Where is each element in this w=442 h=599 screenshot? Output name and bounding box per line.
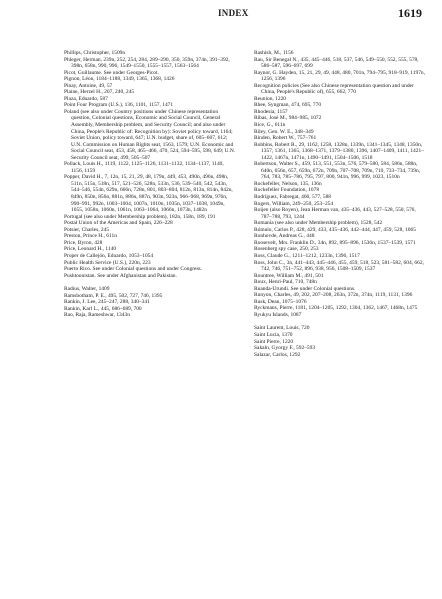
index-entry: Rashish, M., 1156 (254, 50, 294, 56)
running-head (58, 6, 422, 22)
index-entry: Ronhovde, Andreas G., 448 (254, 233, 315, 240)
index-entry: Picot, Guillaume. See under Georges-Picot. (64, 69, 159, 76)
index-entry: Rice, G., 611n (254, 122, 286, 129)
index-entry: Saint Pierre, 1220 (254, 338, 294, 345)
index-entry: Preston, Prince H., 611n (64, 233, 117, 240)
index-column-left (64, 50, 236, 358)
index-entry: Potsier, Charles, 245 (64, 226, 110, 233)
index-entry: Radius, Walter, 1409 (64, 286, 110, 293)
index-entry: Saint Laurent, Louis, 720 (254, 325, 310, 332)
index-entry: Price, Byron, 428 (64, 239, 103, 246)
index-entry: Rao, Raja, Rameshwar, 1343n (64, 312, 130, 319)
index-entry: Rogers, William, 249–250, 253–254 (254, 200, 334, 207)
index-entry: Point Four Program (U.S.), 136, 1101, 1157, 1471 (64, 102, 174, 109)
index-entry: Rankin, Karl L., 445, 686–689, 700 (64, 305, 142, 312)
index-entry: Rodríguez, Fabregat, 466, 577, 588 (254, 194, 332, 201)
index-entry: Roux, Henri-Paul, 710, 748n (254, 279, 317, 286)
index-entry: Plaine, Herzel H., 207, 240, 245 (64, 89, 135, 96)
index-entry: Rockefeller Foundation, 1078 (254, 187, 320, 194)
index-entry: Rosenberg spy case, 250, 253 (254, 246, 319, 253)
index-entry: Ryckmans, Pierre, 1181, 1204–1205, 1292, 1304, 1362, 1467, 1468n, 1475 (254, 305, 418, 312)
index-entry: Rhodesia, 1157 (254, 108, 288, 115)
index-entry: Sakaln, Gyorgy F., 592–593 (254, 345, 316, 352)
index-entry: Pinay, Antoine, 49, 57 (64, 82, 113, 89)
index-entry: Pignon, Léon, 1184–1188, 1349, 1365, 1368, 1426 (64, 76, 175, 83)
index-entry: Rau, Sir Benegal N., 435, 445–446, 518, 537, 546, 549–550, 552, 555, 578, 586–587, 596–697, 699 (254, 56, 419, 70)
index-column-right (254, 50, 426, 358)
index-entry: Rountree, William M., 491, 501 (254, 272, 324, 279)
index-entry: Riley, Gen. W. E., 348–349 (254, 128, 314, 135)
index-entry: Public Health Service (U.S.), 220n, 223 (64, 259, 151, 266)
index-entry: Ribas, José M., 984–985, 1072 (254, 115, 322, 122)
index-entry: Proper de Callejón, Eduardo, 1053–1054 (64, 252, 154, 259)
index-entry: Price, Leonard H., 1140 (64, 246, 117, 253)
index-entry: Poland (see also under Country positions under Chinese representation question, Colonial questions, Economic and Social Council, General Assembly, Membership problem, and Security Council; and also under China, People's Republic of: Recognition by): Soviet policy toward, 1164; Soviet Union, policy toward, 647; U.N. budget, share of, 605–607, 612; U.N. Commission on Human Rights seat, 1563, 1579; U.N. Economic and Social Council seat, 453, 458, 465–466, 470, 524, 594–595, 598, 649; U.N. Security Council seat, 499, 505–507 (64, 108, 236, 161)
index-entry: Roijen (also Royen), Jean Herman van, 435–436, 443, 527–528, 550, 576, 787–788, 793, 1244 (254, 207, 416, 220)
index-entry: Rockefeller, Nelson, 135, 136n (254, 180, 322, 187)
index-entry: Romania (see also under Membership problem), 1528, 542 (254, 220, 383, 227)
index-entry: Rankin, J. Lee, 245–247, 288, 340–341 (64, 299, 150, 306)
index-entry: Pollack, Louis H., 1119, 1122, 1125–1126, 1131–1132, 1134–1137, 1140, 1156, 1159 (64, 161, 224, 174)
index-entry: Robbins, Robert R., 29, 1162, 1258, 1328n, 1339n, 1341–1345, 1348, 1350n, 1357, 1361, 1365, 1368–1371, 1379–1380, 1396, 1407–1409, 1411, 1421–1422, 1467n, 1471n, 1490–1491, 1504–1506, 1518 (254, 141, 424, 161)
index-entry: Recognition policies (See also Chinese representation question and under China, People's Republic of), 655, 662, 770 (254, 82, 414, 96)
index-entry: Portugal (see also under Membership problem), 182n, 158n, 189, 191 (64, 213, 216, 220)
index-entry: Raynor, G. Hayden, 15, 21, 29, 49, 448, 480, 701n, 794–795, 918–919, 1197n, 1256, 1396 (254, 69, 426, 83)
index-entry: Roosevelt, Mrs. Franklin D., 34n, 892, 895–896, 1536n, 1537–1539, 1571 (254, 239, 416, 246)
index-entry: Plaza, Eduardo, 587 (64, 95, 108, 102)
index-entry: Salazar, Carlos, 1292 (254, 351, 301, 358)
index-entry: Runyon, Charles, 49, 202, 207–208, 263n, 372n, 374n, 1119, 1131, 1396 (254, 292, 413, 299)
index-entry: Phleger, Herman, 239n, 252, 254, 284, 289–290, 350, 359n, 374n, 391–392, 398n, 658n, 990, 996, 1549–1550, 1555–1557, 1563–1564 (64, 56, 230, 70)
index-entry: Ryukyu Islands, 1087 (254, 311, 302, 318)
index-entry: Rinden, Robert W., 757–761 (254, 135, 317, 142)
index-entry: Ross, Claude G., 1211–1212, 1233n, 1396, 1517 (254, 252, 360, 259)
index-entry: Popper, David H., 7, 12n, 15, 21, 29, 48, 179n, 449, 453, 490n, 496n, 498n, 511n, 515n, 518n, 517, 521–526, 528n, 533n, 536, 539–540, 542, 543n, 544–546, 554n, 629n, 666n, 728n, 801, 803–804, 812n, 813n, 814n, 842n, 849n, 850n, 856n, 881n, 886n, 887n, 903n, 923n, 966–968, 969n, 976n, 990–991, 992n, 1003–1004, 1007n, 1010n, 1035n, 1037–1038, 1049n, 1055, 1058n, 1060n, 1061n, 1063–1064, 1066n, 1073n, 1482n (64, 174, 233, 214)
running-head-title: INDEX (218, 8, 249, 18)
index-entry: Rusk, Dean, 1075–1076 (254, 298, 307, 305)
index-entry: Reunion, 1220 (254, 95, 287, 102)
page-number: 1619 (398, 6, 422, 20)
index-entry: Rhee, Syngman, 474, 695, 770 (254, 102, 322, 109)
index-entry: Saint Lucia, 1370 (254, 331, 293, 338)
index-columns (64, 50, 426, 358)
index-entry: Ruanda-Urundi. See under Colonial questions. (254, 285, 356, 292)
index-entry: Ramsbotham, P. E., 495, 502, 727, 746, 1395 (64, 292, 163, 299)
index-entry: Robertson, Walter S., 459, 513, 551, 553n, 576, 579–580, 584, 586n, 588n, 640n, 656n, 657, 659n, 672n, 709n, 707–708, 709n, 710, 733–734, 739n, 764, 783, 785–786, 795, 797, 800, 941n, 996, 999, 1023, 1510n (254, 161, 421, 181)
index-entry: Ross, John C., 3n, 441–443, 445–446, 455, 459, 518, 523, 581–582, 604, 662, 742, 746, 751–752, 896, 938, 956, 1508–1509, 1537 (254, 259, 424, 273)
index-entry: Puerto Rico. See under Colonial questions and under Congress. (64, 266, 203, 273)
index-entry: Phillips, Christopher, 1509n (64, 50, 126, 56)
index-entry: Postal Union of the Americas and Spain, 226–228 (64, 220, 173, 227)
index-entry: Pushtoonistan. See under Afghanistan and Pakistan. (64, 272, 177, 279)
index-entry: Rómulo, Carlos P., 428, 429, 433, 435–436, 442–444, 447, 459, 528, 1065 (254, 226, 416, 233)
